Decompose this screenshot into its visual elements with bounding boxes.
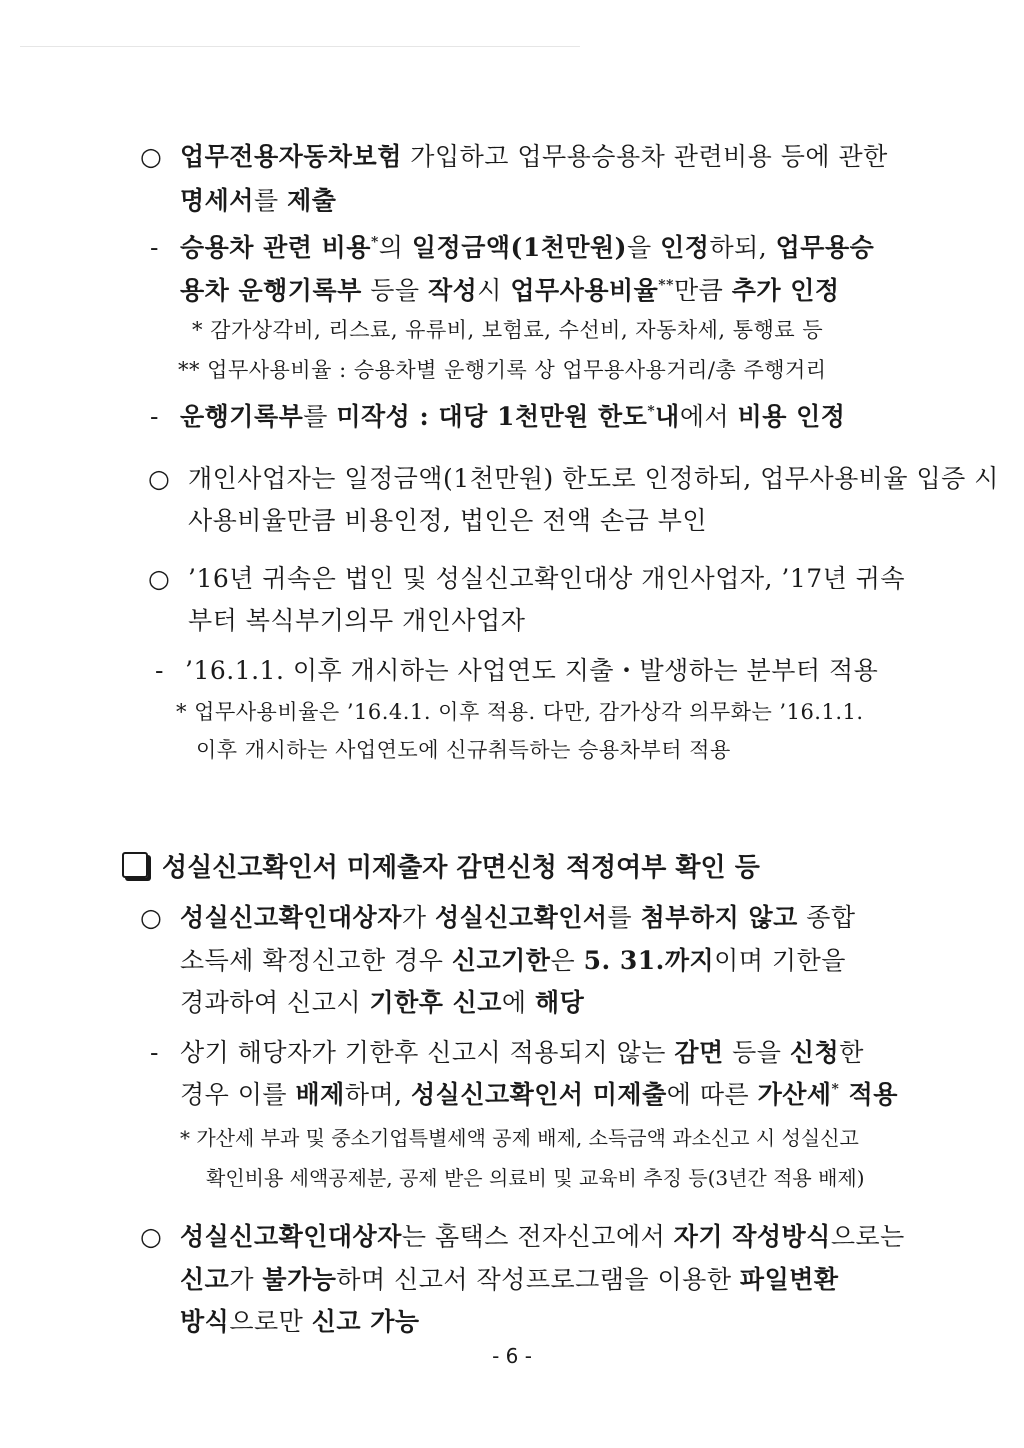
dash-cost-recognition: - 승용차 관련 비용*의 일정금액(1천만원)을 인정하되, 업무용승	[150, 233, 875, 262]
dash-exemption-exclusion: - 상기 해당자가 기한후 신고시 적용되지 않는 감면 등을 신청한	[150, 1038, 864, 1067]
note-ratio-application: * 업무사용비율은 ’16.4.1. 이후 적용. 다만, 감가상각 의무화는 ’16.1.1.	[176, 700, 864, 724]
note-business-ratio: ** 업무사용비율 : 승용차별 운행기록 상 업무용사용거리/총 주행거리	[178, 358, 827, 382]
bullet-circle-icon: ○	[140, 142, 163, 171]
bullet-circle-icon: ○	[148, 464, 171, 493]
bullet-car-insurance-cont: 명세서를 제출	[180, 186, 337, 215]
note-penalty: * 가산세 부과 및 중소기업특별세액 공제 배제, 소득금액 과소신고 시 성실신고	[180, 1126, 859, 1150]
dash-icon: -	[150, 233, 159, 262]
bullet-car-insurance: ○ 업무전용자동차보험 가입하고 업무용승용차 관련비용 등에 관한	[140, 142, 888, 171]
dash-icon: -	[150, 1038, 159, 1067]
scan-edge-line	[20, 46, 580, 47]
page-number: - 6 -	[492, 1344, 532, 1368]
checkbox-square-icon	[122, 852, 148, 878]
bullet-sincere-report-cont2: 경과하여 신고시 기한후 신고에 해당	[180, 988, 585, 1017]
bullet-hometax-filing-cont: 신고가 불가능하며 신고서 작성프로그램을 이용한 파일변환	[180, 1265, 839, 1294]
bullet-circle-icon: ○	[140, 1222, 163, 1251]
dash-icon: -	[150, 402, 159, 431]
bullet-circle-icon: ○	[148, 564, 171, 593]
bullet-sincere-report: ○ 성실신고확인대상자가 성실신고확인서를 첨부하지 않고 종합	[140, 903, 856, 932]
bullet-individual-business: ○ 개인사업자는 일정금액(1천만원) 한도로 인정하되, 업무사용비율 입증 시	[148, 464, 999, 493]
note-ratio-application-cont: 이후 개시하는 사업연도에 신규취득하는 승용차부터 적용	[196, 738, 731, 762]
bullet-hometax-filing: ○ 성실신고확인대상자는 홈택스 전자신고에서 자기 작성방식으로는	[140, 1222, 905, 1251]
dash-no-logbook: - 운행기록부를 미작성 : 대당 1천만원 한도*내에서 비용 인정	[150, 402, 846, 431]
bullet-circle-icon: ○	[140, 903, 163, 932]
section-heading: 성실신고확인서 미제출자 감면신청 적정여부 확인 등	[122, 852, 760, 884]
dash-exemption-exclusion-cont: 경우 이를 배제하며, 성실신고확인서 미제출에 따른 가산세* 적용	[180, 1080, 898, 1109]
note-cost-items: * 감가상각비, 리스료, 유류비, 보험료, 수선비, 자동차세, 통행료 등	[192, 318, 824, 342]
bullet-hometax-filing-cont2: 방식으로만 신고 가능	[180, 1307, 420, 1336]
dash-cost-recognition-cont: 용차 운행기록부 등을 작성시 업무사용비율**만큼 추가 인정	[180, 276, 840, 305]
bullet-sincere-report-cont: 소득세 확정신고한 경우 신고기한은 5. 31.까지이며 기한을	[180, 946, 846, 975]
dash-icon: -	[155, 656, 164, 685]
note-penalty-cont: 확인비용 세액공제분, 공제 받은 의료비 및 교육비 추징 등(3년간 적용 배제)	[206, 1166, 865, 1190]
bullet-application-year-cont: 부터 복식부기의무 개인사업자	[188, 606, 526, 635]
bullet-individual-business-cont: 사용비율만큼 비용인정, 법인은 전액 손금 부인	[188, 506, 708, 535]
bullet-application-year: ○ ’16년 귀속은 법인 및 성실신고확인대상 개인사업자, ’17년 귀속	[148, 564, 906, 593]
dash-application-date: - ’16.1.1. 이후 개시하는 사업연도 지출・발생하는 분부터 적용	[155, 656, 879, 685]
